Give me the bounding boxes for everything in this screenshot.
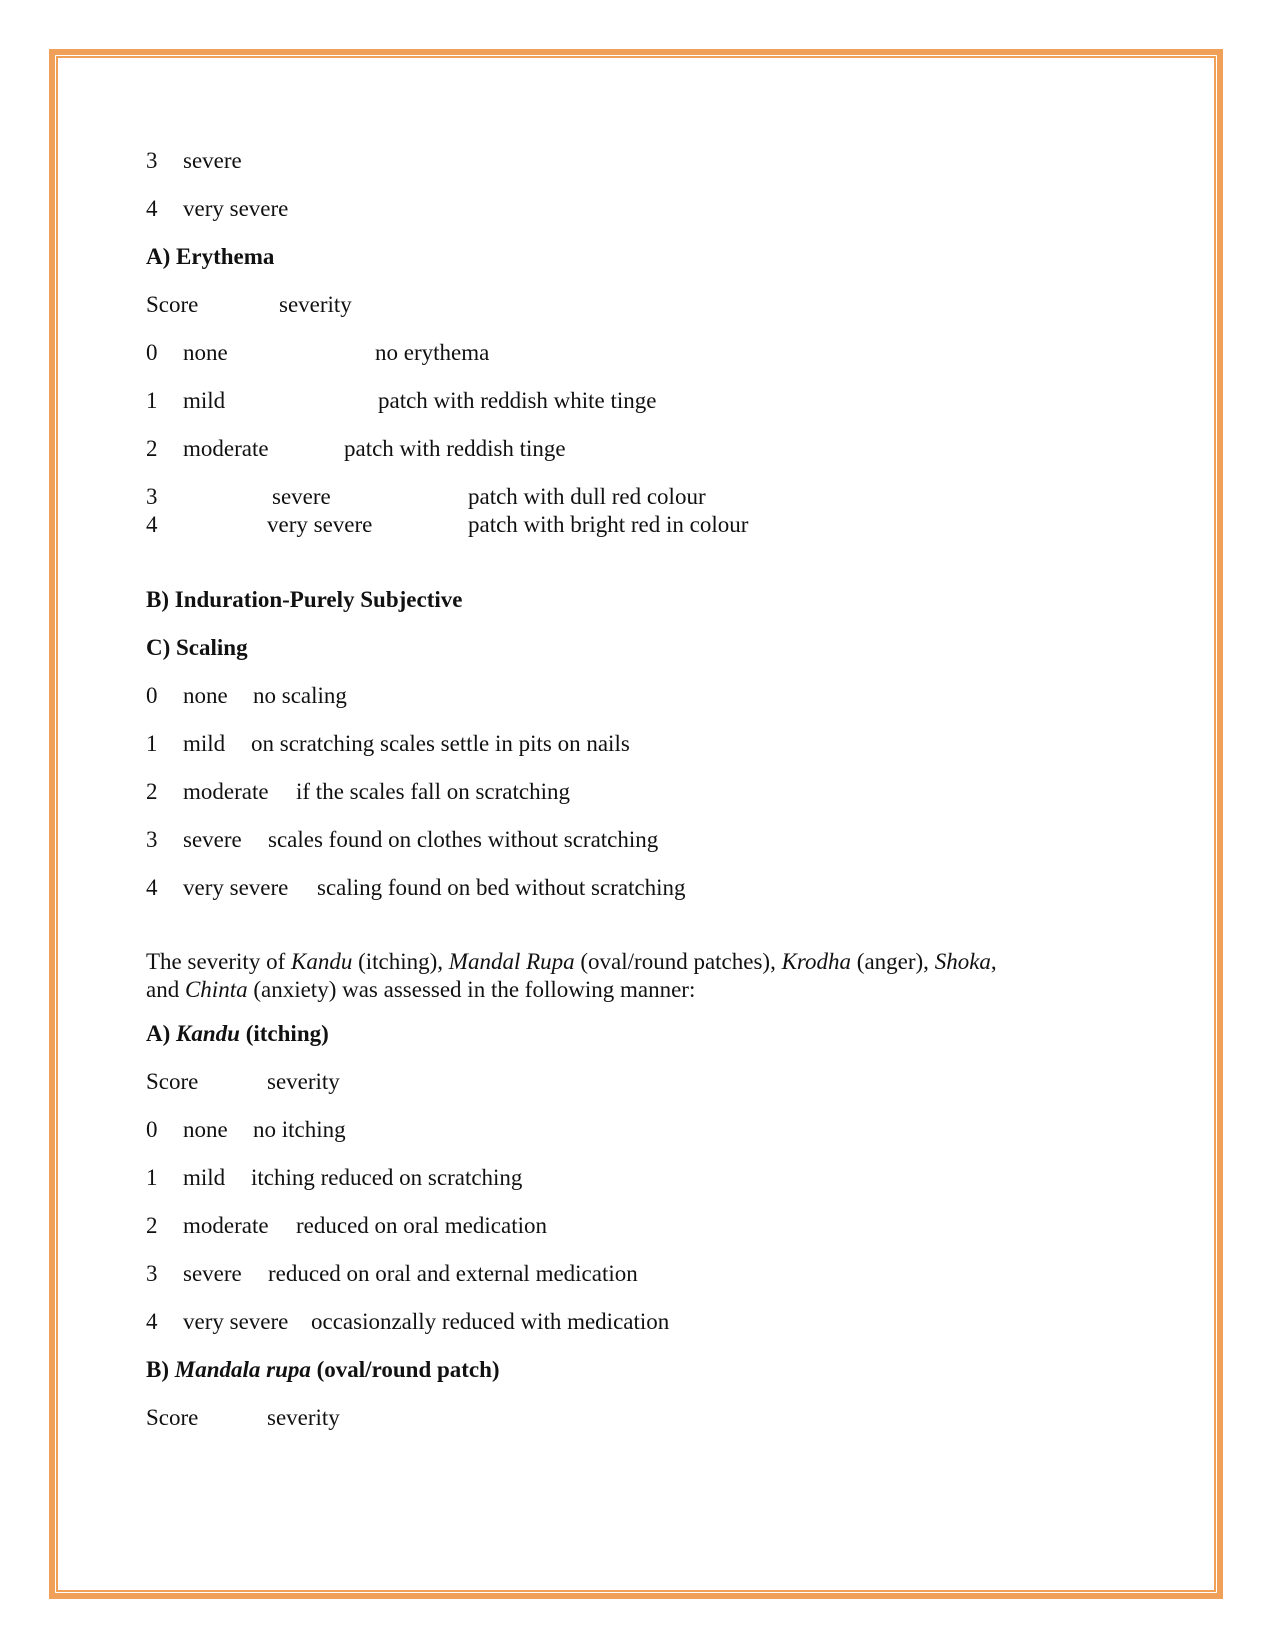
column-header-severity: severity [267,1405,340,1430]
severity-description: patch with reddish white tinge [378,388,657,413]
severity-description: no erythema [375,340,490,365]
severity-label: mild [183,388,226,413]
score-number: 0 [146,340,158,365]
score-number: 4 [146,875,158,900]
severity-description: on scratching scales settle in pits on nails [251,731,630,756]
column-header-score: Score [146,1405,199,1430]
severity-label: moderate [183,779,269,804]
score-number: 0 [146,1117,158,1142]
paragraph-text: , [990,949,997,974]
score-number: 2 [146,779,158,804]
severity-label: very severe [183,875,289,900]
score-number: 2 [146,436,158,461]
severity-description: reduced on oral and external medication [268,1261,638,1286]
score-number: 4 [146,512,158,537]
severity-label: severe [183,1261,242,1286]
severity-description: reduced on oral medication [296,1213,547,1238]
score-number: 1 [146,1165,158,1190]
term-mandal-rupa: Mandal Rupa [448,949,575,974]
section-heading-induration: B) Induration-Purely Subjective [146,587,463,612]
severity-description: occasionzally reduced with medication [311,1309,670,1334]
severity-description: scales found on clothes without scratching [268,827,659,852]
score-number: 3 [146,484,158,509]
paragraph-text: (anxiety) was assessed in the following manner: [247,977,696,1002]
severity-label: mild [183,1165,226,1190]
severity-description: if the scales fall on scratching [296,779,570,804]
severity-label: severe [183,827,242,852]
severity-description: patch with dull red colour [468,484,706,509]
severity-description: no itching [253,1117,346,1142]
score-number: 3 [146,827,158,852]
heading-prefix: A) [146,1021,177,1046]
paragraph-text: (anger), [851,949,935,974]
term-kandu: Kandu [290,949,353,974]
severity-label: severe [183,148,242,173]
severity-label: none [183,1117,228,1142]
heading-suffix: (oval/round patch) [310,1357,500,1382]
score-number: 4 [146,1309,158,1334]
severity-label: none [183,683,228,708]
term-krodha: Krodha [781,949,852,974]
heading-term: Mandala rupa [174,1357,311,1382]
section-heading-kandu [146,1022,329,1045]
score-number: 0 [146,683,158,708]
score-number: 2 [146,1213,158,1238]
paragraph-line-2 [146,978,695,1001]
paragraph-text: and [146,977,185,1002]
heading-prefix: B) [146,1357,175,1382]
paragraph-text: (itching), [352,949,449,974]
severity-description: patch with reddish tinge [344,436,566,461]
severity-description: scaling found on bed without scratching [317,875,686,900]
section-heading-scaling: C) Scaling [146,635,248,660]
paragraph-line-1 [146,950,997,973]
score-number: 1 [146,731,158,756]
severity-label: none [183,340,228,365]
column-header-score: Score [146,1069,199,1094]
severity-label: moderate [183,1213,269,1238]
column-header-severity: severity [279,292,352,317]
heading-term: Kandu [176,1021,240,1046]
section-heading-erythema: A) Erythema [146,244,275,269]
term-shoka: Shoka [934,949,991,974]
paragraph-text: (oval/round patches), [574,949,782,974]
severity-label: mild [183,731,226,756]
severity-label: severe [272,484,331,509]
severity-label: very severe [183,196,289,221]
score-number: 4 [146,196,158,221]
severity-label: very severe [183,1309,289,1334]
score-number: 3 [146,148,158,173]
score-number: 3 [146,1261,158,1286]
heading-suffix: (itching) [239,1021,329,1046]
score-number: 1 [146,388,158,413]
section-heading-mandala-rupa [146,1358,500,1381]
severity-description: patch with bright red in colour [468,512,749,537]
column-header-score: Score [146,292,199,317]
severity-description: itching reduced on scratching [251,1165,523,1190]
paragraph-text: The severity of [146,949,291,974]
severity-description: no scaling [253,683,347,708]
severity-label: very severe [267,512,373,537]
column-header-severity: severity [267,1069,340,1094]
term-chinta: Chinta [184,977,248,1002]
severity-label: moderate [183,436,269,461]
